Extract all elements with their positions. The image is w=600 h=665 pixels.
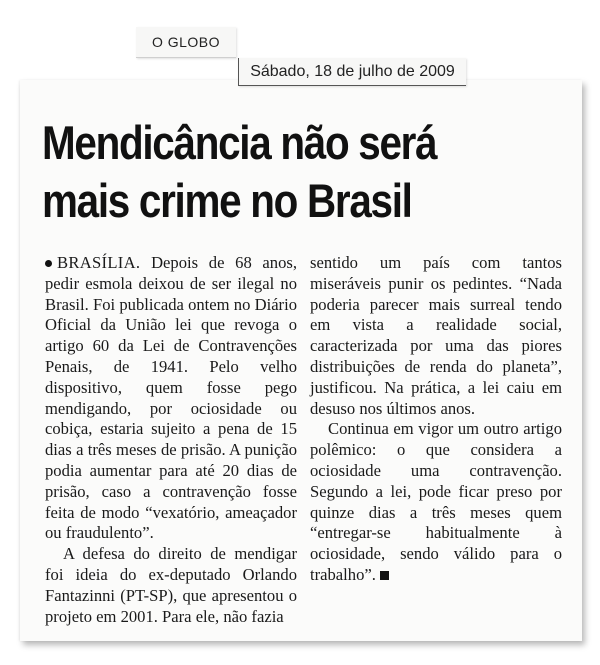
paragraph-1-text: Depois de 68 anos, pedir esmola deixou de ser ilegal no Brasil. Foi publicada ontem no Diário Oficial da União lei que revoga o artigo 60 da Lei de Contravenções Penais, de 1941. Pelo velho dispositivo, quem fosse pego mendigando, por ociosidade ou cobiça, estaria sujeito a pena de 15 dias a três meses de prisão. A punição podia aumentar para até 20 dias de prisão, caso a contravenção fosse feita de modo “vexatório, ameaçador ou fraudulento”. xyxy=(45,253,297,543)
newspaper-name: O GLOBO xyxy=(136,27,236,58)
paragraph-1 xyxy=(45,253,297,544)
end-mark-icon xyxy=(380,571,389,580)
article-column-1 xyxy=(45,253,297,627)
paragraph-3 xyxy=(310,419,562,585)
paragraph-3-text: Continua em vigor um outro artigo polêmico: o que considera a ociosidade uma contravenção. Segundo a lei, pode ficar preso por quinze dias a três meses quem “entregar-se habitualmente à ociosidade, sendo válido para o trabalho”. xyxy=(310,419,562,584)
paragraph-2-continued: sentido um país com tantos miseráveis punir os pedintes. “Nada poderia parecer mais surreal tendo em vista a realidade social, caracterizada por uma das piores distribuições de renda do planeta”, justificou. Na prática, a lei caiu em desuso nos últimos anos. xyxy=(310,253,562,418)
headline: Mendicância não será mais crime no Brasil xyxy=(42,116,437,227)
bullet-icon xyxy=(45,260,52,267)
publication-date: Sábado, 18 de julho de 2009 xyxy=(238,58,466,86)
paragraph-2: A defesa do direito de mendigar foi ideia do ex-deputado Orlando Fantazinni (PT-SP), que apresentou o projeto em 2001. Para ele, não fazia xyxy=(45,544,297,626)
dateline: BRASÍLIA. xyxy=(57,253,141,272)
article-column-2 xyxy=(310,253,562,586)
